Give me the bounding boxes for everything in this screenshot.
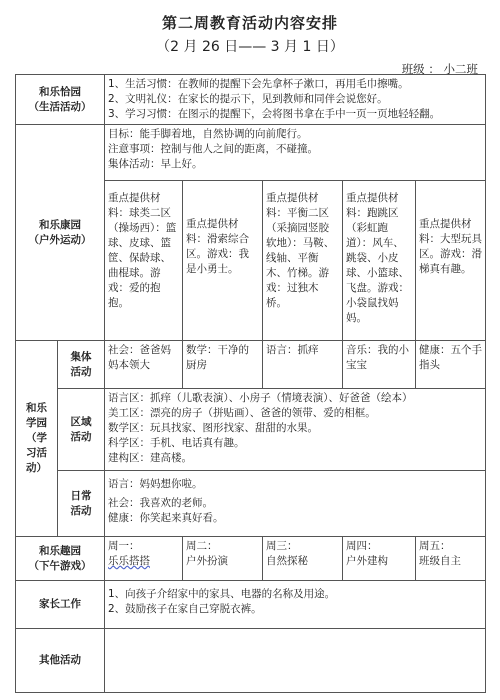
- learning-label-1: 和乐: [26, 402, 47, 414]
- parents-section-label: 家长工作: [16, 581, 105, 629]
- group-activity-cell: [416, 341, 486, 389]
- outdoor-zone-5: [416, 181, 486, 341]
- games-label-1: 和乐趣园: [39, 544, 81, 557]
- game-activity: 乐乐搭搭: [108, 555, 150, 567]
- daily-line: 健康：你笑起来真好看。: [108, 512, 224, 524]
- outdoor-zone-text: 重点提供材料：平衡二区（采摘园竖胶软地）：马鞍、线轴、平衡木、竹梯。游戏：过独木桥。: [266, 192, 335, 309]
- game-activity: 自然探秘: [266, 555, 308, 567]
- life-content: [105, 75, 486, 125]
- game-day: 周四：: [346, 540, 378, 552]
- class-label: 班级 ： 小二班: [401, 62, 478, 76]
- learning-label-2: 学园: [26, 417, 47, 429]
- outdoor-zone-3: [263, 181, 343, 341]
- group-activity-label: [58, 341, 105, 389]
- game-day: 周三：: [266, 540, 298, 552]
- outdoor-goal: 目标：能手脚着地，自然协调的向前爬行。: [108, 128, 308, 140]
- group-activity-text: 数学：干净的厨房: [186, 344, 249, 371]
- area-label-2: 活动: [70, 430, 92, 443]
- group-activity-text: 社会：爸爸妈妈本领大: [108, 344, 171, 371]
- area-activity-label: [58, 389, 105, 471]
- group-activity-cell: [105, 341, 183, 389]
- game-activity: 户外建构: [346, 555, 388, 567]
- daily-label-1: 日常: [70, 489, 92, 502]
- outdoor-zone-2: [183, 181, 263, 341]
- games-label-2: （下午游戏）: [28, 559, 92, 572]
- learning-group-row: [16, 341, 486, 389]
- group-activity-text: 语言：抓痒: [266, 344, 319, 356]
- area-line: 建构区：建高楼。: [108, 452, 192, 464]
- game-activity: 户外扮演: [186, 555, 228, 567]
- game-activity: 班级自主: [419, 555, 461, 567]
- life-item: 1、生活习惯：在教师的提醒下会先拿杯子漱口，再用毛巾擦嘴。: [108, 78, 409, 90]
- life-label-2: （生活活动）: [28, 100, 92, 113]
- life-section-label: [16, 75, 105, 125]
- daily-label-2: 活动: [70, 504, 92, 517]
- area-activity-content: [105, 389, 486, 471]
- outdoor-notes: 注意事项：控制与他人之间的距离，不碰撞。: [108, 143, 318, 155]
- area-line: 数学区：玩具找家、图形找家、甜甜的水果。: [108, 422, 318, 434]
- daily-line: 语言：妈妈想你啦。: [108, 478, 203, 490]
- parents-content: [105, 581, 486, 629]
- other-content: [105, 629, 486, 693]
- game-day-cell: [105, 537, 183, 581]
- game-day: 周五：: [419, 540, 451, 552]
- area-line: 科学区：手机、电话真有趣。: [108, 437, 245, 449]
- game-day-cell: [343, 537, 416, 581]
- date-range: （2 月 26 日—— 3 月 1 日）: [156, 39, 344, 55]
- group-label-2: 活动: [70, 365, 92, 378]
- game-day-cell: [183, 537, 263, 581]
- learning-daily-row: [16, 471, 486, 537]
- outdoor-label-2: （户外运动）: [28, 233, 92, 246]
- daily-activity-label: [58, 471, 105, 537]
- other-section-label: 其他活动: [16, 629, 105, 693]
- outdoor-zone-text: 重点提供材料：球类二区（操场西）：篮球、皮球、篮筐、保龄球、曲棍球。游戏：爱的抱抱。: [108, 192, 177, 309]
- outdoor-zone-text: 重点提供材料：跑跳区（彩虹跑道）：风车、跳袋、小皮球、小篮球、飞盘。游戏：小袋鼠找妈妈。: [346, 192, 409, 324]
- page-title: 第二周教育活动内容安排: [161, 14, 338, 32]
- group-activity-cell: [183, 341, 263, 389]
- schedule-table: [15, 74, 486, 693]
- game-day: 周二：: [186, 540, 218, 552]
- parents-item: 1、向孩子介绍家中的家具、电器的名称及用途。: [108, 588, 336, 600]
- group-activity-text: 健康：五个手指头: [419, 344, 482, 371]
- life-item: 3、学习习惯：在图示的提醒下，会将图书拿在手中一页一页地轻轻翻。: [108, 108, 441, 120]
- group-activity-cell: [343, 341, 416, 389]
- life-item: 2、文明礼仪：在家长的提示下，见到教师和同伴会说您好。: [108, 93, 388, 105]
- learning-label-3: （学: [26, 432, 47, 444]
- life-label-1: 和乐恰园: [39, 85, 81, 98]
- outdoor-section-label: [16, 125, 105, 341]
- outdoor-group: 集体活动：早上好。: [108, 158, 203, 170]
- learning-label-5: 动）: [26, 462, 47, 474]
- area-label-1: 区域: [70, 415, 92, 428]
- learning-section-label: [16, 341, 58, 537]
- outdoor-zone-1: [105, 181, 183, 341]
- outdoor-goal-row: [16, 125, 486, 181]
- parents-row: [16, 581, 486, 629]
- parents-item: 2、鼓励孩子在家自己穿脱衣裤。: [108, 603, 262, 615]
- games-section-label: [16, 537, 105, 581]
- daily-line: 社会：我喜欢的老师。: [108, 497, 213, 509]
- learning-label-4: 习活: [26, 447, 47, 459]
- area-line: 语言区：抓痒（儿歌表演）、小房子（情境表演）、好爸爸（绘本）: [108, 392, 413, 404]
- life-row: [16, 75, 486, 125]
- outdoor-goal-content: [105, 125, 486, 181]
- outdoor-zone-text: 重点提供材料：大型玩具区。游戏：滑梯真有趣。: [419, 218, 482, 275]
- game-day-cell: [263, 537, 343, 581]
- area-line: 美工区：漂亮的房子（拼贴画）、爸爸的领带、爱的相框。: [108, 407, 376, 419]
- outdoor-zone-text: 重点提供材料：滑索综合区。游戏：我是小勇士。: [186, 218, 249, 275]
- daily-activity-content: [105, 471, 486, 537]
- group-activity-cell: [263, 341, 343, 389]
- learning-area-row: [16, 389, 486, 471]
- games-row: [16, 537, 486, 581]
- other-row: [16, 629, 486, 693]
- outdoor-label-1: 和乐康园: [39, 218, 81, 231]
- group-activity-text: 音乐：我的小宝宝: [346, 344, 409, 371]
- group-label-1: 集体: [70, 350, 92, 363]
- game-day-cell: [416, 537, 486, 581]
- game-day: 周一：: [108, 540, 140, 552]
- outdoor-zone-4: [343, 181, 416, 341]
